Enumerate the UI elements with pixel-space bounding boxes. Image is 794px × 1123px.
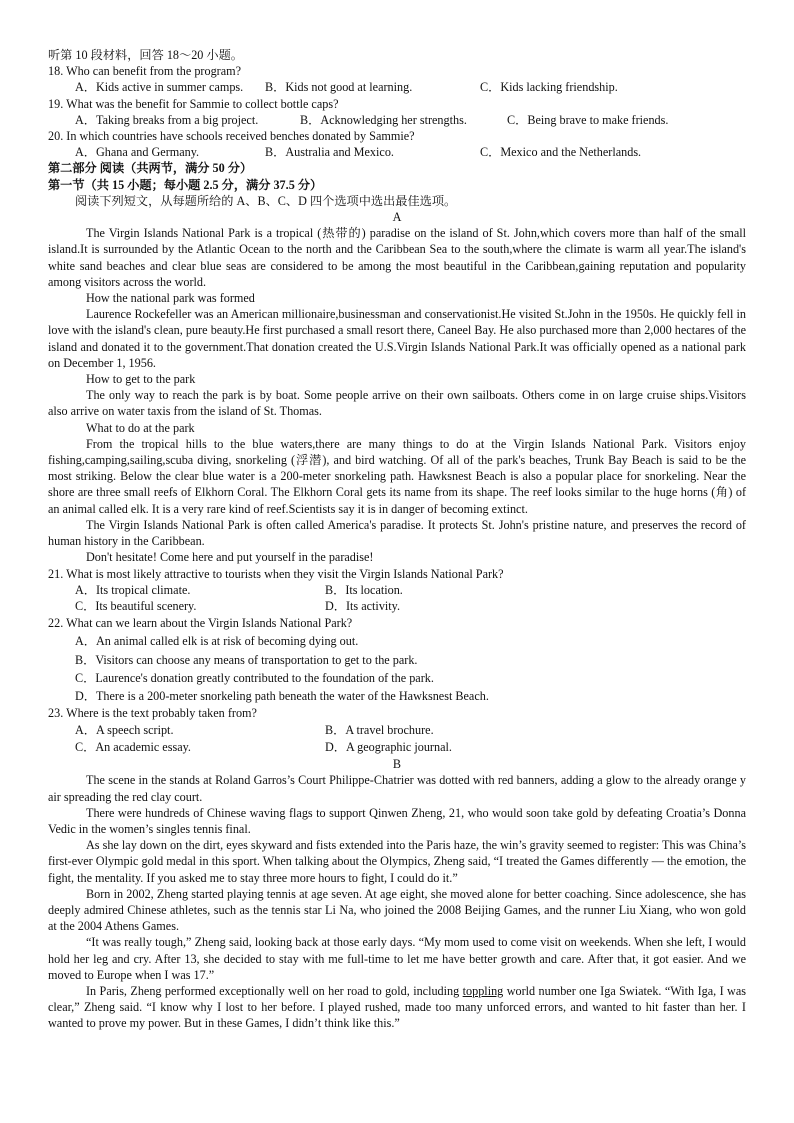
passage-a-paragraph-4: From the tropical hills to the blue waters,there are many things to do at the Virgin Islands National Park. Visitors enjoy fishing,camping,sailing,scuba diving, snorkeling (浮潜), and bird watching. Of all of the park's beaches, Trunk Bay Beach is said to be the most striking. Below the clear blue water is a 200-meter snorkeling path. Hawksnest Beach is also a popular place for snorkeling. Near the shore are three small reefs of Elkhorn Coral. The Elkhorn Coral gets its name from its shape. The reef looks similar to the huge horns (角) of an animal called elk. It is a very rare kind of reef.Scientists say it is in danger of becoming extinct.	[48, 436, 746, 516]
passage-a-paragraph-5: The Virgin Islands National Park is often called America's paradise. It protects St. John's pristine nature, and preserves the record of human history in the Caribbean.	[48, 517, 746, 549]
passage-b-paragraph-3: As she lay down on the dirt, eyes skyward and fists extended into the Paris haze, the win’s gravity seemed to register: This was China’s first-ever Olympic gold medal in this sport. When talking about the Olympics, Zheng said, “I treated the Games differently — the emotion, the fight, the mentality. If you asked me to stay three more hours to fight, I could do it.”	[48, 838, 746, 885]
passage-b-paragraph-2: There were hundreds of Chinese waving flags to support Qinwen Zheng, 21, who would soon take gold by defeating Croatia’s Donna Vedic in the women’s singles tennis final.	[48, 805, 746, 836]
option-b: B．Kids not good at learning.	[265, 80, 413, 95]
question-19	[48, 96, 746, 128]
option-b: B．Its location.	[325, 582, 403, 597]
option-a: A．An animal called elk is at risk of becoming dying out.	[75, 634, 359, 649]
option-a: A．Kids active in summer camps.	[75, 80, 244, 95]
passage-b-paragraph-6	[48, 983, 746, 1032]
option-c: C．Laurence's donation greatly contributed to the foundation of the park.	[75, 670, 434, 685]
question-number: 22.	[48, 616, 64, 631]
passage-a-paragraph-1: The Virgin Islands National Park is a tropical (热带的) paradise on the island of St. John,which covers more than half of the small island.It is surrounded by the Atlantic Ocean to the north and the Caribbean Sea to the south,where the climate is warm all year.The island's white sand beaches and clear blue seas are considered to be among the most beautiful in the Caribbean,gaining reputation and popularity among visitors across the world.	[48, 226, 746, 289]
question-text: What is most likely attractive to tourists when they visit the Virgin Islands National Park?	[66, 566, 504, 581]
option-b: B．Acknowledging her strengths.	[300, 112, 467, 127]
passage-a-paragraph-6: Don't hesitate! Come here and put yourself in the paradise!	[86, 550, 374, 565]
passage-a-paragraph-3: The only way to reach the park is by boat. Some people arrive on their own sailboats. Others come in on large cruise ships.Visitors also arrive on water taxis from the island of St. Thomas.	[48, 388, 746, 419]
question-text: In which countries have schools received benches donated by Sammie?	[66, 129, 415, 144]
section-title: 第一节（共 15 小题；每小题 2.5 分，满分 37.5 分）	[48, 177, 323, 192]
option-d: D．There is a 200-meter snorkeling path beneath the water of the Hawksnest Beach.	[75, 688, 489, 703]
underlined-word: toppling	[462, 983, 504, 998]
option-c: C．Kids lacking friendship.	[480, 80, 618, 95]
passage-b-paragraph-4: Born in 2002, Zheng started playing tennis at age seven. At age eight, she moved alone for better coaching. Since adolescence, she has deeply admired Chinese athletes, such as the tennis star Li Na, who joined the 2008 Beijing Games, and the runner Liu Xiang, who won gold at the 2004 Athens Games.	[48, 886, 746, 934]
reading-instruction: 阅读下列短文，从每题所给的 A、B、C、D 四个选项中选出最佳选项。	[75, 193, 457, 208]
passage-a-heading-2: How to get to the park	[86, 372, 196, 387]
passage-a-label: A	[392, 210, 402, 225]
passage-a-heading-1: How the national park was formed	[86, 291, 255, 306]
passage-b-label: B	[392, 757, 402, 772]
option-b: B．Visitors can choose any means of transportation to get to the park.	[75, 652, 418, 667]
passage-b-paragraph-5: “It was really tough,” Zheng said, looking back at those early days. “My mom used to come visit on weekends. When she left, I would hold her leg and cry. After 13, she decided to stay with me full-time to let me have better growth and care. After that, it got easier. And we moved to Europe when I was 17.”	[48, 935, 746, 982]
passage-b-paragraph-1: The scene in the stands at Roland Garros’s Court Philippe-Chatrier was dotted with red banners, adding a glow to the already orange y air spreading the red clay court.	[48, 773, 746, 804]
paragraph-text-before: In Paris, Zheng performed exceptionally well on her road to gold, including	[86, 983, 463, 998]
question-text: What can we learn about the Virgin Islands National Park?	[66, 616, 353, 631]
option-d: D．A geographic journal.	[325, 740, 452, 755]
question-text: Who can benefit from the program?	[66, 64, 242, 79]
option-b: B．Australia and Mexico.	[265, 145, 394, 160]
question-18	[48, 63, 746, 95]
option-a: A．Its tropical climate.	[75, 582, 191, 597]
option-c: C．Its beautiful scenery.	[75, 598, 197, 613]
option-c: C．Being brave to make friends.	[507, 112, 669, 127]
question-text: What was the benefit for Sammie to collect bottle caps?	[66, 96, 339, 111]
option-c: C．An academic essay.	[75, 740, 191, 755]
question-23	[48, 705, 746, 756]
option-b: B．A travel brochure.	[325, 723, 434, 738]
question-22	[48, 614, 746, 705]
question-number: 19.	[48, 96, 64, 111]
option-a: A．A speech script.	[75, 723, 174, 738]
passage-a-heading-3: What to do at the park	[86, 420, 195, 435]
listening-intro: 听第 10 段材料，回答 18～20 小题。	[48, 48, 243, 62]
question-21	[48, 566, 746, 615]
part-title: 第二部分 阅读（共两节，满分 50 分）	[48, 161, 253, 176]
question-number: 23.	[48, 706, 64, 721]
paragraph-text-after: world number one Iga Swiatek. “With Iga, I was clear,” Zheng said. “I know why I lost to her before. I played rushed, made too many unforced errors, and wanted to hit faster than her. I wanted to prove my power. But in these Games, I didn’t think like this.”	[48, 983, 747, 1031]
exam-page	[48, 47, 746, 1032]
question-number: 18.	[48, 64, 64, 79]
question-number: 21.	[48, 566, 64, 581]
question-number: 20.	[48, 129, 64, 144]
option-a: A．Ghana and Germany.	[75, 145, 200, 160]
option-d: D．Its activity.	[325, 598, 401, 613]
option-a: A．Taking breaks from a big project.	[75, 112, 259, 127]
passage-a-paragraph-2: Laurence Rockefeller was an American millionaire,businessman and conservationist.He visited St.John in the 1950s. He quickly fell in love with the island's clean, pure beauty.He first purchased a small resort there, Caneel Bay. He also purchased more than 2,000 hectares of the island and donated it to the government.That donation created the U.S.Virgin Islands National Park.It was officially opened as a national park on December 1, 1956.	[48, 307, 746, 370]
question-text: Where is the text probably taken from?	[66, 706, 257, 721]
question-20	[48, 128, 746, 160]
option-c: C．Mexico and the Netherlands.	[480, 145, 642, 160]
